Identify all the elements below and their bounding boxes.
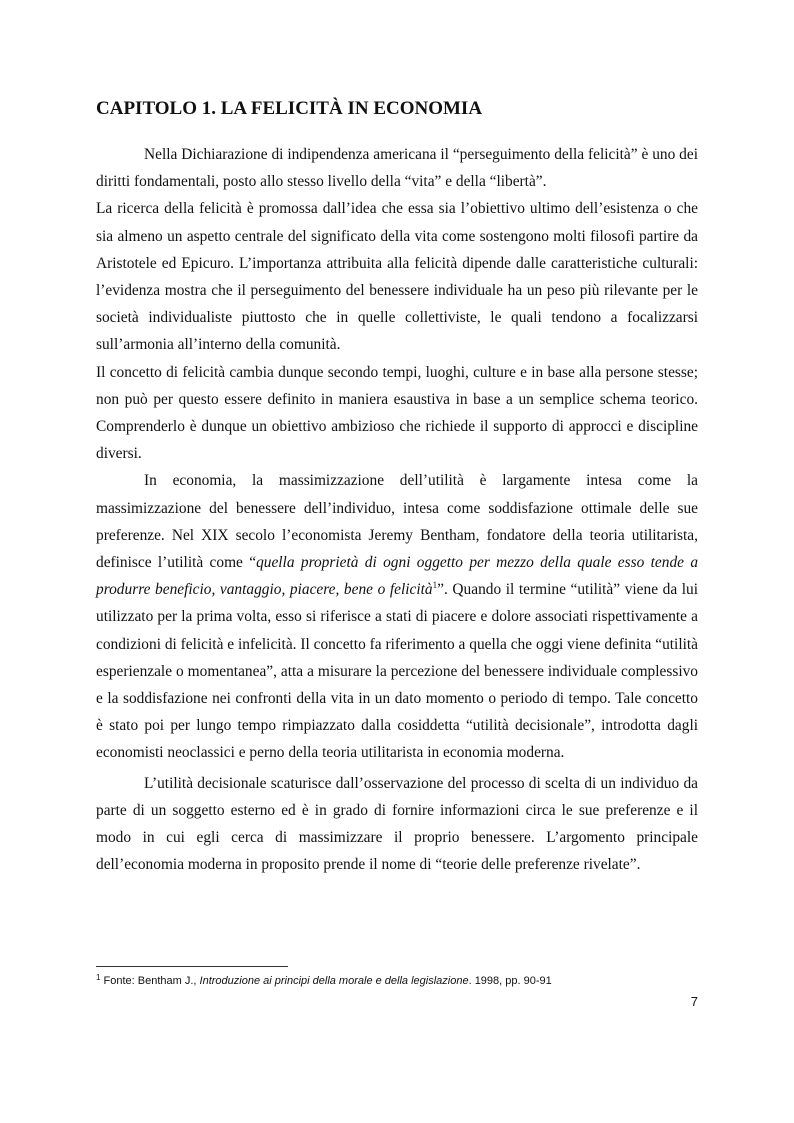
paragraph-concept-of-happiness: Il concetto di felicità cambia dunque secondo tempi, luoghi, culture e in base alla persone stesse; non può per questo essere definito in maniera esaustiva in base a un semplice schema teorico. Comprenderlo è dunque un obiettivo ambizioso che richiede il supporto di approcci e discipline diversi. bbox=[96, 363, 698, 463]
footnote-source-suffix: . 1998, pp. 90-91 bbox=[468, 975, 552, 987]
paragraph-declaration: Nella Dichiarazione di indipendenza americana il “perseguimento della felicità” è uno dei diritti fondamentali, posto allo stesso livello della “vita” e della “libertà”. bbox=[96, 146, 698, 191]
page-number: 7 bbox=[690, 994, 698, 1009]
utility-text-before-quote: In economia, la massimizzazione dell’utilità è largamente intesa come la massimizzazione del benessere dell’individuo, intesa come soddisfazione ottimale delle sue preferenze. Nel XIX secolo l’economista Jeremy Bentham, fondatore della teoria utilitarista, definisce l’utilità come “ bbox=[96, 472, 698, 572]
footnote bbox=[96, 973, 698, 989]
footnote-source-prefix: Fonte: Bentham J., bbox=[103, 975, 200, 987]
chapter-title: CAPITOLO 1. LA FELICITÀ IN ECONOMIA bbox=[96, 98, 483, 119]
body-text bbox=[96, 141, 698, 878]
bentham-quote: quella proprietà di ogni oggetto per mezzo della quale esso tende a produrre beneficio, vantaggio, piacere, bene o felicità bbox=[96, 554, 699, 599]
footnote-reference[interactable]: 1 bbox=[432, 580, 438, 591]
utility-text-after-quote: ”. Quando il termine “utilità” viene da lui utilizzato per la prima volta, esso si riferisce a stati di piacere e dolore associati rispettivamente a condizioni di felicità e infelicità. Il concetto fa riferimento a quella che oggi viene definita “utilità esperienzale o momentanea”, atta a misurare la percezione del benessere individuale complessivo e la soddisfazione nei confronti della vita in un dato momento o periodo di tempo. Tale concetto è stato poi per lungo tempo rimpiazzato dalla cosiddetta “utilità decisionale”, introdotta dagli economisti neoclassici e perno della teoria utilitarista in economia moderna. bbox=[96, 581, 699, 762]
paragraph-decision-utility: L’utilità decisionale scaturisce dall’osservazione del processo di scelta di un individuo da parte di un soggetto esterno ed è in grado di fornire informazioni circa le sue preferenze e il modo in cui egli cerca di massimizzare il proprio benessere. L’argomento principale dell’economia moderna in proposito prende il nome di “teorie delle preferenze rivelate”. bbox=[96, 774, 698, 874]
footnote-separator bbox=[96, 966, 288, 967]
footnote-number: 1 bbox=[96, 973, 101, 982]
footnote-book-title: Introduzione ai principi della morale e della legislazione bbox=[199, 975, 469, 987]
paragraph-pursuit-of-happiness: La ricerca della felicità è promossa dall’idea che essa sia l’obiettivo ultimo dell’esistenza o che sia almeno un aspetto centrale del significato della vita come sostengono molti filosofi partire da Aristotele ed Epicuro. L’importanza attribuita alla felicità dipende dalle caratteristiche culturali: l’evidenza mostra che il perseguimento del benessere individuale ha un peso più rilevante per le società individualiste piuttosto che in quelle collettiviste, le quali tendono a focalizzarsi sull’armonia all’interno della comunità. bbox=[96, 200, 698, 354]
paragraph-utility bbox=[96, 467, 698, 766]
